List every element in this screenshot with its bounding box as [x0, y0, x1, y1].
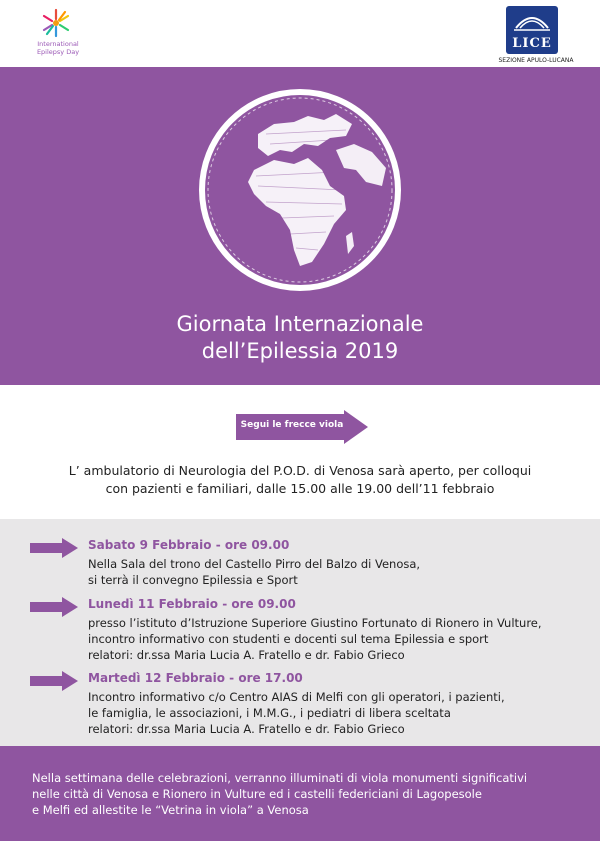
- arrow-banner-label: Segui le frecce viola: [240, 420, 344, 430]
- event-date: Lunedì 11 Febbraio - ore 09.00: [88, 597, 296, 611]
- hero-title: [0, 311, 600, 365]
- hero-title-line1: Giornata Internazionale: [176, 312, 424, 336]
- intro-line2: con pazienti e familiari, dalle 15.00 alle 19.00 dell’11 febbraio: [105, 481, 495, 496]
- lice-badge-text: LICE: [512, 36, 552, 51]
- globe-icon: [196, 86, 404, 294]
- event-line: Nella Sala del trono del Castello Pirro del Balzo di Venosa,: [88, 557, 421, 571]
- event-date: Martedì 12 Febbraio - ore 17.00: [88, 671, 303, 685]
- arrow-right-icon: [30, 538, 78, 558]
- footer-line2: nelle città di Venosa e Rionero in Vulture ed i castelli federiciani di Lagopesole: [32, 787, 482, 801]
- hero-title-line2: dell’Epilessia 2019: [201, 339, 399, 363]
- event-line: si terrà il convegno Epilessia e Sport: [88, 573, 298, 587]
- events-panel: [0, 519, 600, 746]
- event-date: Sabato 9 Febbraio - ore 09.00: [88, 538, 290, 552]
- flower-icon: [41, 8, 71, 38]
- intro-line1: L’ ambulatorio di Neurologia del P.O.D. di Venosa sarà aperto, per colloqui: [68, 463, 532, 478]
- logo-caption-line2: Epilepsy Day: [36, 48, 80, 56]
- follow-arrows-banner: [236, 410, 368, 444]
- event-line: relatori: dr.ssa Maria Lucia A. Fratello e dr. Fabio Grieco: [88, 722, 405, 736]
- event-line: presso l’istituto d’Istruzione Superiore Giustino Fortunato di Rionero in Vulture,: [88, 616, 542, 630]
- lice-badge: [506, 6, 558, 54]
- event-line: Incontro informativo c/o Centro AIAS di Melfi con gli operatori, i pazienti,: [88, 690, 505, 704]
- hero-banner: [0, 67, 600, 385]
- footer-line1: Nella settimana delle celebrazioni, verranno illuminati di viola monumenti significativi: [32, 771, 528, 785]
- event-line: incontro informativo con studenti e docenti sul tema Epilessia e sport: [88, 632, 489, 646]
- arrow-right-icon: [30, 597, 78, 617]
- header: [0, 0, 600, 67]
- footer-banner: [0, 746, 600, 841]
- lice-emblem-icon: [506, 6, 558, 36]
- arrow-right-icon: [30, 671, 78, 691]
- event-line: le famiglia, le associazioni, i M.M.G., i pediatri di libera sceltata: [88, 706, 451, 720]
- footer-line3: e Melfi ed allestite le “Vetrina in viola” a Venosa: [32, 803, 309, 817]
- logo-caption-line1: International: [37, 40, 79, 48]
- event-line: relatori: dr.ssa Maria Lucia A. Fratello e dr. Fabio Grieco: [88, 648, 405, 662]
- intro-text: [0, 462, 600, 498]
- logo-caption: [28, 40, 88, 56]
- footer-text: [32, 770, 592, 818]
- lice-subtitle: SEZIONE APULO-LUCANA: [498, 57, 574, 64]
